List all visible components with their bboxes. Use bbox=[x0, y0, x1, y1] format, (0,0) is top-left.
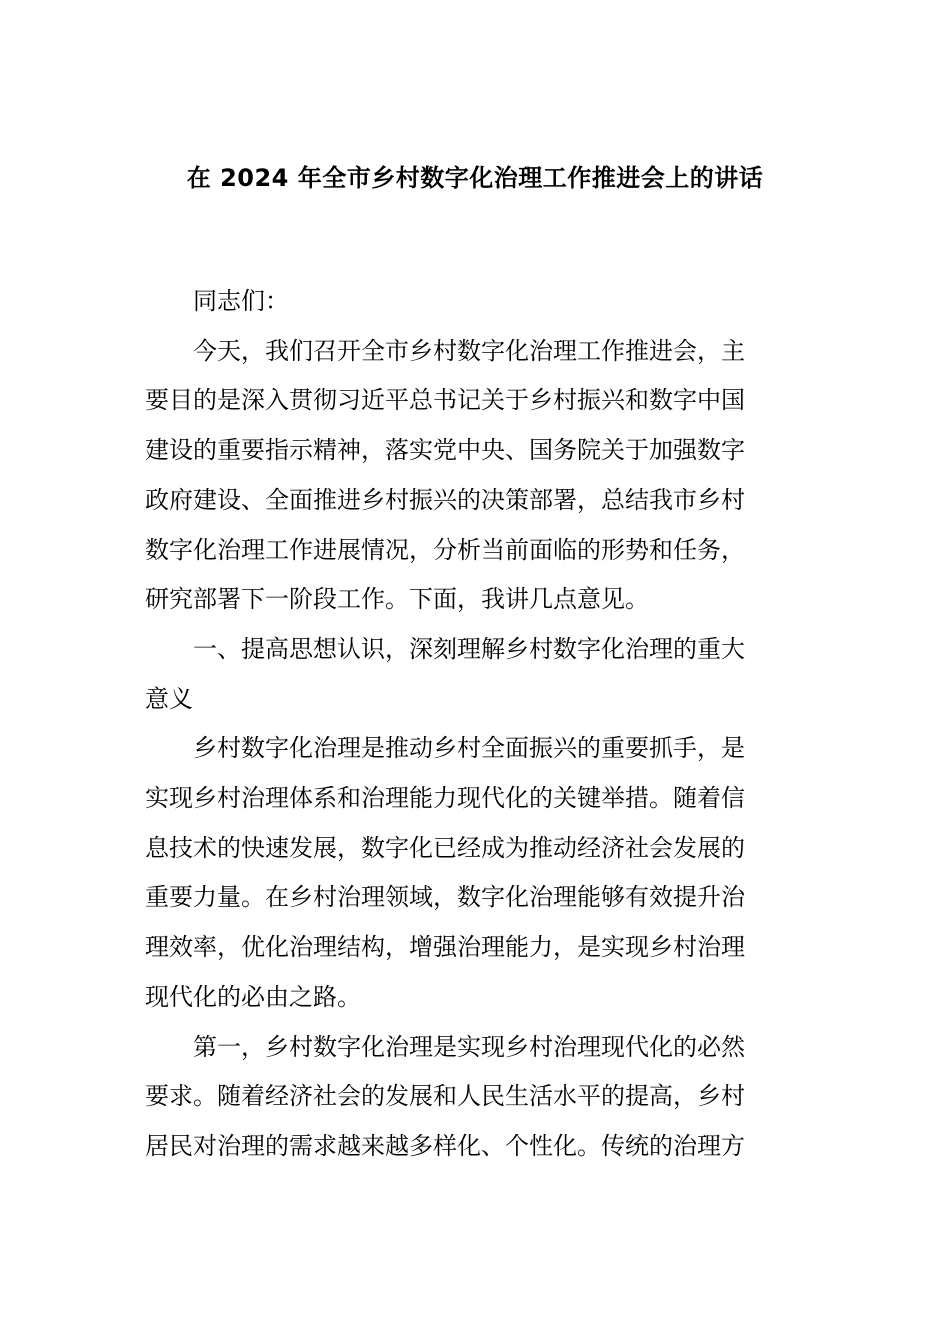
text-line: 今天，我们召开全市乡村数字化治理工作推进会，主 bbox=[193, 336, 745, 365]
text-line: 实现乡村治理体系和治理能力现代化的关键举措。随着信 bbox=[145, 784, 745, 813]
text-line: 重要力量。在乡村治理领域，数字化治理能够有效提升治 bbox=[145, 883, 745, 912]
heading-line: 一、提高思想认识，深刻理解乡村数字化治理的重大 bbox=[193, 634, 745, 663]
document-body bbox=[145, 277, 808, 1172]
text-line: 理效率，优化治理结构，增强治理能力，是实现乡村治理 bbox=[145, 933, 745, 962]
text-line: 息技术的快速发展，数字化已经成为推动经济社会发展的 bbox=[145, 833, 745, 862]
text-line: 要求。随着经济社会的发展和人民生活水平的提高，乡村 bbox=[145, 1082, 745, 1111]
salutation bbox=[145, 277, 808, 327]
text-line: 数字化治理工作进展情况，分析当前面临的形势和任务， bbox=[145, 535, 745, 564]
salutation-text: 同志们： bbox=[193, 287, 289, 315]
paragraph-significance bbox=[145, 724, 808, 1022]
text-line: 居民对治理的需求越来越多样化、个性化。传统的治理方 bbox=[145, 1131, 745, 1160]
section-heading-1 bbox=[145, 625, 808, 724]
text-line: 乡村数字化治理是推动乡村全面振兴的重要抓手，是 bbox=[193, 734, 745, 763]
text-line: 研究部署下一阶段工作。下面，我讲几点意见。 bbox=[145, 585, 649, 614]
paragraph-opening bbox=[145, 327, 808, 625]
text-line: 第一，乡村数字化治理是实现乡村治理现代化的必然 bbox=[193, 1032, 745, 1061]
heading-line: 意义 bbox=[145, 684, 193, 713]
text-line: 建设的重要指示精神，落实党中央、国务院关于加强数字 bbox=[145, 436, 745, 465]
text-line: 要目的是深入贯彻习近平总书记关于乡村振兴和数字中国 bbox=[145, 386, 745, 415]
text-line: 政府建设、全面推进乡村振兴的决策部署，总结我市乡村 bbox=[145, 485, 745, 514]
paragraph-first-point bbox=[145, 1023, 808, 1172]
document-title: 在 2024 年全市乡村数字化治理工作推进会上的讲话 bbox=[186, 164, 764, 192]
text-line: 现代化的必由之路。 bbox=[145, 982, 361, 1011]
